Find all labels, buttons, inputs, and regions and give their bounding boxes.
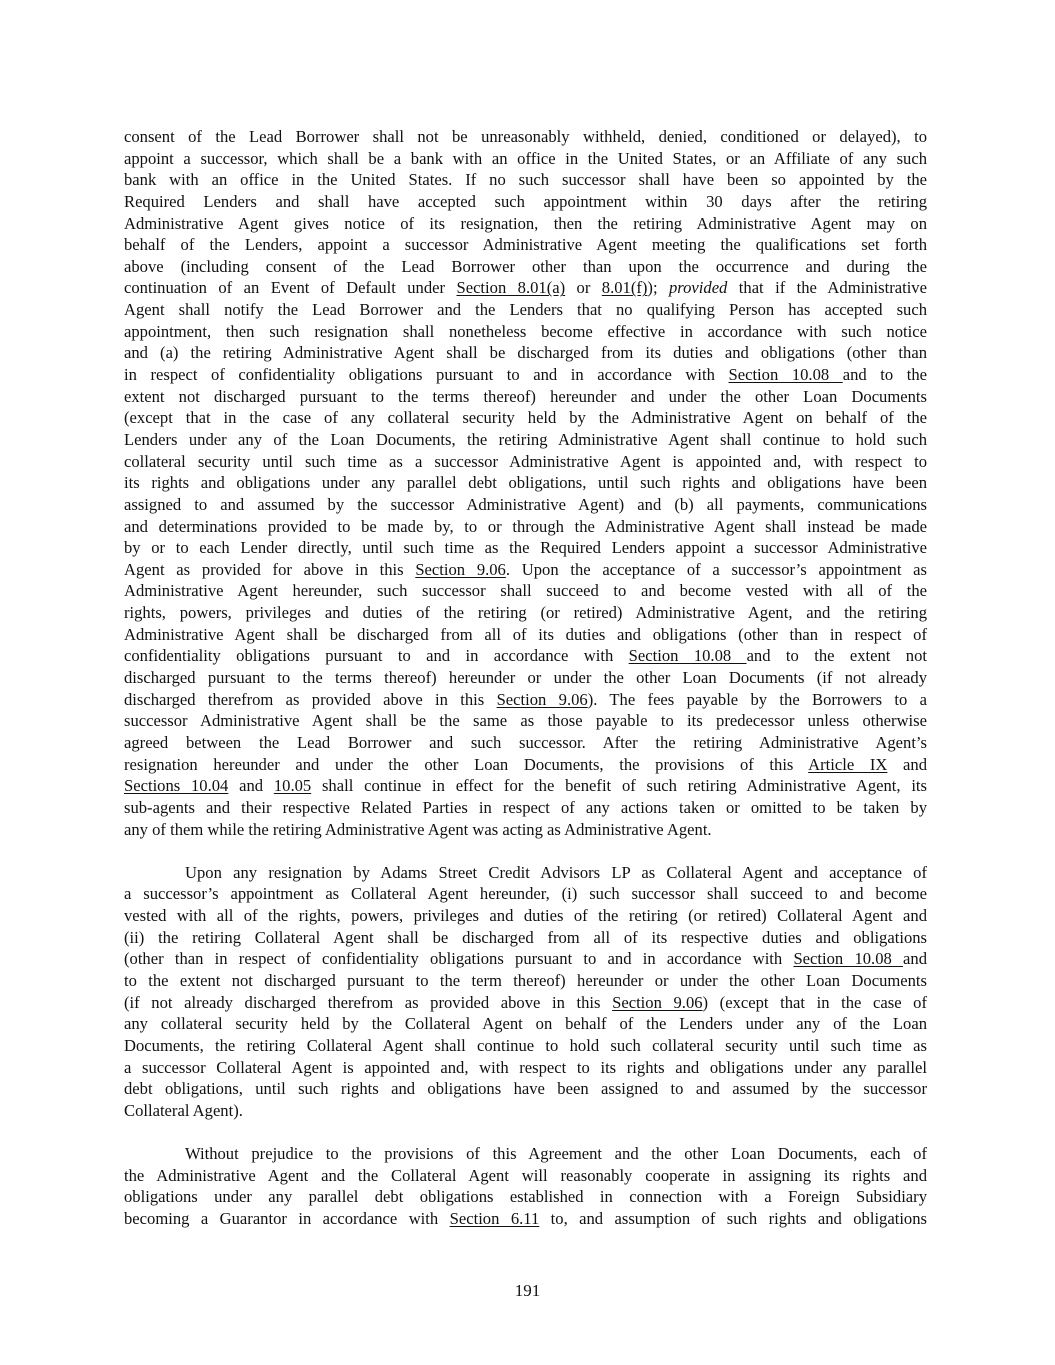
text-run: (ii) the retiring Collateral Agent shall be discharged from all of its respective duties and obligations (124, 927, 927, 947)
page-number: 191 (514, 1281, 541, 1300)
text-line (124, 1208, 927, 1230)
text-line (124, 342, 927, 364)
text-run: bank with an office in the United States. If no such successor shall have been so appointed by the (124, 170, 927, 190)
text-line (124, 1186, 927, 1208)
paragraph-gap (124, 1121, 927, 1143)
text-run: shall continue in effect for the benefit of such retiring Administrative Agent, its (311, 776, 927, 796)
text-line (124, 754, 927, 776)
text-run: that if the Administrative (727, 278, 927, 298)
document-page (124, 126, 927, 1230)
section-reference-link[interactable]: Section 9.06 (612, 992, 703, 1012)
text-run: becoming a Guarantor in accordance with (124, 1209, 450, 1229)
text-run: vested with all of the rights, powers, privileges and duties of the retiring (or retired) Collateral Agent and (124, 906, 927, 926)
text-run: the Administrative Agent and the Collateral Agent will reasonably cooperate in assigning its rights and (124, 1165, 927, 1185)
text-line (124, 1165, 927, 1187)
text-run: ). The fees payable by the Borrowers to a (587, 689, 927, 709)
section-reference-link[interactable]: Section 10.08 (793, 949, 904, 969)
text-run: Agent shall notify the Lead Borrower and the Lenders that no qualifying Person has accepted such (124, 300, 927, 320)
text-run: and (887, 754, 927, 774)
text-run: any collateral security held by the Collateral Agent on behalf of the Lenders under any of the Loan (124, 1014, 927, 1034)
text-run: by or to each Lender directly, until such time as the Required Lenders appoint a successor Administrative (124, 538, 927, 558)
text-run: ) (except that in the case of (702, 992, 928, 1012)
text-run: Required Lenders and shall have accepted such appointment within 30 days after the retiring (124, 191, 927, 211)
text-run: a successor Collateral Agent is appointed and, with respect to its rights and obligations under any parallel (124, 1057, 927, 1077)
text-run: consent of the Lead Borrower shall not be unreasonably withheld, denied, conditioned or delayed), to (124, 127, 927, 146)
text-run: or (565, 278, 602, 298)
text-run: (except that in the case of any collateral security held by the Administrative Agent on behalf of the (124, 408, 927, 428)
text-run: rights, powers, privileges and duties of the retiring (or retired) Administrative Agent, and the retiring (124, 603, 927, 623)
text-line (124, 1013, 927, 1035)
text-line (124, 277, 927, 299)
text-line (124, 710, 927, 732)
text-line (124, 407, 927, 429)
text-run: Lenders under any of the Loan Documents, the retiring Administrative Agent shall continue to hold such (124, 429, 927, 449)
text-run: Collateral Agent). (124, 1100, 243, 1120)
text-run: Documents, the retiring Collateral Agent shall continue to hold such collateral security until such time as (124, 1035, 927, 1055)
text-run: appointment, then such resignation shall nonetheless become effective in accordance with such notice (124, 321, 927, 341)
text-run: assigned to and assumed by the successor Administrative Agent) and (b) all payments, communications (124, 494, 927, 514)
text-line (124, 905, 927, 927)
text-line (124, 689, 927, 711)
text-run: and (a) the retiring Administrative Agent shall be discharged from its duties and obligations (other than (124, 343, 927, 363)
section-reference-link[interactable]: Section 6.11 (449, 1209, 540, 1229)
paragraph (124, 862, 927, 1122)
paragraph (124, 1143, 927, 1230)
text-line (124, 148, 927, 170)
section-reference-link[interactable]: Article IX (808, 754, 888, 774)
text-run: appoint a successor, which shall be a bank with an office in the United States, or an Affiliate of any such (124, 148, 927, 168)
text-run: above (including consent of the Lead Borrower other than upon the occurrence and during the (124, 256, 927, 276)
text-run: discharged therefrom as provided above in this (124, 689, 497, 709)
text-line (124, 537, 927, 559)
paragraph-gap (124, 840, 927, 862)
text-run: and determinations provided to be made by, to or through the Administrative Agent shall instead be made (124, 516, 927, 536)
section-reference-link[interactable]: Section 9.06 (415, 559, 506, 579)
text-line (124, 732, 927, 754)
text-line (124, 451, 927, 473)
text-run: Agent as provided for above in this (124, 559, 416, 579)
section-reference-link[interactable]: Section 10.08 (628, 646, 747, 666)
text-run: . Upon the acceptance of a successor’s appointment as (505, 559, 927, 579)
section-reference-link[interactable]: Section 10.08 (728, 365, 843, 385)
emphasized-term: provided (668, 278, 728, 298)
text-run: Administrative Agent hereunder, such successor shall succeed to and become vested with all of the (124, 581, 927, 601)
text-line (124, 559, 927, 581)
text-run: sub-agents and their respective Related Parties in respect of any actions taken or omitted to be taken by (124, 797, 927, 817)
section-reference-link[interactable]: Sections 10.04 (124, 776, 229, 796)
text-run: Upon any resignation by Adams Street Credit Advisors LP as Collateral Agent and acceptance of (185, 862, 927, 882)
text-line (124, 970, 927, 992)
section-reference-link[interactable]: 10.05 (273, 776, 312, 796)
text-line (124, 126, 927, 148)
text-line (124, 580, 927, 602)
text-run: discharged pursuant to the terms thereof) hereunder or under the other Loan Documents (if not already (124, 668, 927, 688)
text-run: obligations under any parallel debt obligations established in connection with a Foreign Subsidiary (124, 1187, 927, 1207)
section-reference-link[interactable]: 8.01(f) (601, 278, 648, 298)
text-line (124, 667, 927, 689)
text-run: successor Administrative Agent shall be the same as those payable to its predecessor unless otherwise (124, 711, 927, 731)
text-run: Without prejudice to the provisions of this Agreement and the other Loan Documents, each of (185, 1144, 927, 1164)
text-line (124, 191, 927, 213)
text-run: ); (647, 278, 669, 298)
text-line (124, 992, 927, 1014)
text-line (124, 819, 927, 841)
section-reference-link[interactable]: Section 9.06 (496, 689, 588, 709)
text-line (124, 429, 927, 451)
text-line (124, 927, 927, 949)
text-run: behalf of the Lenders, appoint a successor Administrative Agent meeting the qualifications set forth (124, 235, 927, 255)
text-run: resignation hereunder and under the other Loan Documents, the provisions of this (124, 754, 809, 774)
text-line (124, 169, 927, 191)
text-line (124, 256, 927, 278)
text-run: and (228, 776, 274, 796)
text-run: and to the (842, 365, 928, 385)
text-line (124, 364, 927, 386)
text-line (124, 1100, 927, 1122)
text-run: in respect of confidentiality obligations pursuant to and in accordance with (124, 365, 729, 385)
text-run: (other than in respect of confidentiality obligations pursuant to and in accordance with (124, 949, 794, 969)
text-line (124, 602, 927, 624)
text-run: debt obligations, until such rights and obligations have been assigned to and assumed by the successor (124, 1079, 927, 1099)
text-line (124, 1143, 927, 1165)
text-line (124, 234, 927, 256)
text-line (124, 775, 927, 797)
text-run: and to the extent not (746, 646, 928, 666)
text-run: confidentiality obligations pursuant to and in accordance with (124, 646, 629, 666)
text-run: a successor’s appointment as Collateral Agent hereunder, (i) such successor shall succeed to and become (124, 884, 927, 904)
text-line (124, 1035, 927, 1057)
text-line (124, 213, 927, 235)
text-run: (if not already discharged therefrom as provided above in this (124, 992, 613, 1012)
text-line (124, 516, 927, 538)
text-run: extent not discharged pursuant to the terms thereof) hereunder and under the other Loan Documents (124, 386, 927, 406)
text-line (124, 797, 927, 819)
text-run: its rights and obligations under any parallel debt obligations, until such rights and obligations have been (124, 473, 927, 493)
text-line (124, 1057, 927, 1079)
text-line (124, 624, 927, 646)
text-line (124, 494, 927, 516)
text-line (124, 299, 927, 321)
text-line (124, 1078, 927, 1100)
text-line (124, 321, 927, 343)
text-run: Administrative Agent gives notice of its resignation, then the retiring Administrative Agent may on (124, 213, 927, 233)
text-line (124, 645, 927, 667)
text-run: Administrative Agent shall be discharged from all of its duties and obligations (other than in respect of (124, 624, 927, 644)
text-run: to, and assumption of such rights and obligations (539, 1209, 927, 1229)
text-line (124, 862, 927, 884)
text-run: and (903, 949, 927, 969)
text-line (124, 472, 927, 494)
text-run: collateral security until such time as a successor Administrative Agent is appointed and, with respect to (124, 451, 927, 471)
text-line (124, 883, 927, 905)
paragraph (124, 126, 927, 840)
text-line (124, 386, 927, 408)
text-run: to the extent not discharged pursuant to the term thereof) hereunder or under the other Loan Documents (124, 970, 927, 990)
text-run: agreed between the Lead Borrower and such successor. After the retiring Administrative Agent’s (124, 732, 927, 752)
text-run: any of them while the retiring Administrative Agent was acting as Administrative Agent. (124, 819, 712, 839)
section-reference-link[interactable]: Section 8.01(a) (456, 278, 566, 298)
text-line (124, 948, 927, 970)
text-run: continuation of an Event of Default under (124, 278, 457, 298)
